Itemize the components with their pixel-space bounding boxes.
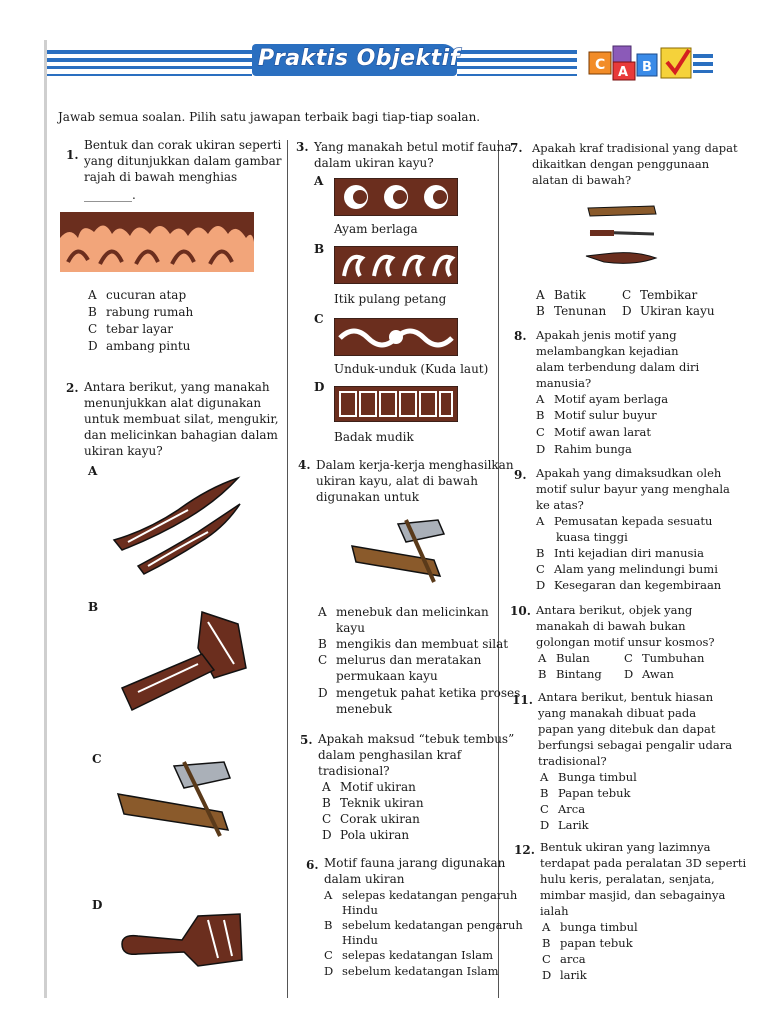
q4-line: ukiran kayu, alat di bawah: [316, 474, 478, 488]
question-number: 12.: [514, 843, 535, 857]
q8-option[interactable]: C Motif awan larat: [536, 425, 652, 439]
q11-option[interactable]: C Arca: [540, 802, 586, 816]
q1-blank: ________.: [84, 188, 136, 202]
q1-line: yang ditunjukkan dalam gambar: [84, 154, 282, 168]
q10-line: Antara berikut, objek yang: [536, 603, 693, 617]
q7-option[interactable]: A Batik: [536, 288, 586, 302]
q1-option[interactable]: D ambang pintu: [88, 339, 191, 353]
q7-line: alatan di bawah?: [532, 173, 632, 187]
wooden-mallet-image: [118, 608, 250, 718]
q10-option[interactable]: C Tumbuhan: [624, 651, 705, 665]
q7-option[interactable]: B Tenunan: [536, 304, 607, 318]
q1-option[interactable]: C tebar layar: [88, 322, 173, 336]
q6-line: dalam ukiran: [324, 872, 405, 886]
q2-line: menunjukkan alat digunakan: [84, 396, 262, 410]
question-number: 6.: [306, 858, 319, 872]
page-title: Praktis Objektif: [258, 46, 460, 71]
carved-panel-image: [60, 212, 254, 272]
q11-line: berfungsi sebagai pengalir udara: [538, 738, 733, 752]
q11-line: Antara berikut, bentuk hiasan: [538, 690, 714, 704]
q6-option[interactable]: C selepas kedatangan Islam: [324, 948, 494, 962]
q5-option[interactable]: B Teknik ukiran: [322, 796, 424, 810]
q6-option[interactable]: D sebelum kedatangan Islam: [324, 964, 499, 978]
q12-line: Bentuk ukiran yang lazimnya: [540, 840, 711, 854]
q2-line: Antara berikut, yang manakah: [84, 380, 270, 394]
q9-line: motif sulur bayur yang menghala: [536, 482, 730, 496]
q4-option[interactable]: D mengetuk pahat ketika proses: [318, 686, 521, 700]
q5-option[interactable]: C Corak ukiran: [322, 812, 420, 826]
hand-plane-image: [114, 758, 244, 842]
question-number: 1.: [66, 148, 79, 162]
q6-option[interactable]: A selepas kedatangan pengaruh: [324, 888, 518, 902]
q7-line: Apakah kraf tradisional yang dapat: [532, 141, 738, 155]
q11-option[interactable]: A Bunga timbul: [540, 770, 637, 784]
q11-option[interactable]: B Papan tebuk: [540, 786, 631, 800]
q5-option[interactable]: D Pola ukiran: [322, 828, 410, 842]
q4-option[interactable]: C melurus dan meratakan: [318, 653, 482, 667]
q9-option[interactable]: A Pemusatan kepada sesuatu: [536, 514, 713, 528]
question-number: 8.: [514, 329, 527, 343]
q5-line: tradisional?: [318, 764, 390, 778]
q12-option[interactable]: A bunga timbul: [542, 920, 638, 934]
q12-option[interactable]: B papan tebuk: [542, 936, 633, 950]
q12-option[interactable]: C arca: [542, 952, 586, 966]
q1-option[interactable]: A cucuran atap: [88, 288, 187, 302]
q2-option-label[interactable]: D: [92, 898, 103, 912]
q4-option-cont: permukaan kayu: [336, 669, 438, 683]
carved-chisel-image: [118, 910, 246, 974]
q8-option[interactable]: D Rahim bunga: [536, 442, 632, 456]
q4-line: Dalam kerja-kerja menghasilkan: [316, 458, 514, 472]
q2-option-label[interactable]: C: [92, 752, 102, 766]
motif-panel-image: [334, 246, 458, 284]
q3-caption: Badak mudik: [334, 430, 414, 444]
q6-line: Motif fauna jarang digunakan: [324, 856, 506, 870]
q4-line: digunakan untuk: [316, 490, 420, 504]
svg-text:B: B: [642, 60, 652, 75]
q8-option[interactable]: B Motif sulur buyur: [536, 408, 657, 422]
q4-option-cont: menebuk: [336, 702, 392, 716]
q12-line: hulu keris, peralatan, senjata,: [540, 872, 715, 886]
q11-line: tradisional?: [538, 754, 607, 768]
q3-option-label[interactable]: C: [314, 312, 324, 326]
q9-line: Apakah yang dimaksudkan oleh: [536, 466, 722, 480]
q2-option-label[interactable]: A: [88, 464, 98, 478]
q8-line: alam terbendung dalam diri: [536, 360, 700, 374]
q3-option-label[interactable]: D: [314, 380, 325, 394]
q2-line: ukiran kayu?: [84, 444, 163, 458]
q1-line: Bentuk dan corak ukiran seperti: [84, 138, 282, 152]
q10-line: manakah di bawah bukan: [536, 619, 686, 633]
q4-option[interactable]: A menebuk dan melicinkan: [318, 605, 489, 619]
question-number: 3.: [296, 140, 309, 154]
q1-line: rajah di bawah menghias: [84, 170, 238, 184]
q10-option[interactable]: D Awan: [624, 667, 674, 681]
q2-line: untuk membuat silat, mengukir,: [84, 412, 279, 426]
q5-line: dalam penghasilan kraf: [318, 748, 462, 762]
q6-option-cont: Hindu: [342, 933, 378, 947]
q8-line: Apakah jenis motif yang: [536, 328, 677, 342]
q4-option[interactable]: B mengikis dan membuat silat: [318, 637, 509, 651]
q8-line: melambangkan kejadian: [536, 344, 679, 358]
q11-line: yang manakah dibuat pada: [538, 706, 697, 720]
question-number: 2.: [66, 381, 79, 395]
instruction-text: Jawab semua soalan. Pilih satu jawapan terbaik bagi tiap-tiap soalan.: [58, 110, 481, 124]
q10-option[interactable]: B Bintang: [538, 667, 602, 681]
q7-option[interactable]: C Tembikar: [622, 288, 698, 302]
q7-option[interactable]: D Ukiran kayu: [622, 304, 715, 318]
q5-line: Apakah maksud “tebuk tembus”: [318, 732, 515, 746]
q7-line: dikaitkan dengan penggunaan: [532, 157, 710, 171]
question-number: 4.: [298, 458, 311, 472]
q12-line: ialah: [540, 904, 569, 918]
hand-plane-image: [350, 518, 454, 584]
carving-tools-image: [584, 202, 660, 268]
page-edge: [44, 40, 47, 998]
q3-caption: Itik pulang petang: [334, 292, 447, 306]
q11-option[interactable]: D Larik: [540, 818, 589, 832]
q9-option-cont: kuasa tinggi: [556, 530, 628, 544]
q3-line: Yang manakah betul motif fauna: [314, 140, 512, 154]
q6-option[interactable]: B sebelum kedatangan pengaruh: [324, 918, 523, 932]
q10-line: golongan motif unsur kosmos?: [536, 635, 715, 649]
header-banner: [47, 44, 715, 82]
svg-text:C: C: [595, 57, 606, 73]
question-number: 11.: [512, 693, 533, 707]
q3-option-label[interactable]: A: [314, 174, 324, 188]
q2-line: dan melicinkan bahagian dalam: [84, 428, 278, 442]
motif-panel-image: [334, 178, 458, 216]
q11-line: papan yang ditebuk dan dapat: [538, 722, 716, 736]
q2-option-label[interactable]: B: [88, 600, 99, 614]
q9-option[interactable]: B Inti kejadian diri manusia: [536, 546, 704, 560]
q12-line: terdapat pada peralatan 3D seperti: [540, 856, 747, 870]
q3-option-label[interactable]: B: [314, 242, 325, 256]
question-number: 7.: [510, 141, 523, 155]
svg-text:A: A: [618, 65, 629, 80]
carving-knives-image: [108, 470, 244, 580]
q10-option[interactable]: A Bulan: [538, 651, 590, 665]
q8-option[interactable]: A Motif ayam berlaga: [536, 392, 669, 406]
question-number: 10.: [510, 604, 531, 618]
abc-blocks-icon: [587, 44, 715, 82]
q3-caption: Unduk-unduk (Kuda laut): [334, 362, 489, 376]
q4-option-cont: kayu: [336, 621, 365, 635]
q1-option[interactable]: B rabung rumah: [88, 305, 194, 319]
q12-option[interactable]: D larik: [542, 968, 587, 982]
q3-caption: Ayam berlaga: [334, 222, 418, 236]
q8-line: manusia?: [536, 376, 592, 390]
column-divider: [287, 140, 288, 998]
q9-line: ke atas?: [536, 498, 584, 512]
q12-line: mimbar masjid, dan sebagainya: [540, 888, 726, 902]
question-number: 9.: [514, 468, 527, 482]
q6-option-cont: Hindu: [342, 903, 378, 917]
q5-option[interactable]: A Motif ukiran: [322, 780, 416, 794]
motif-panel-image: [334, 386, 458, 422]
question-number: 5.: [300, 733, 313, 747]
q9-option[interactable]: D Kesegaran dan kegembiraan: [536, 578, 722, 592]
q3-line: dalam ukiran kayu?: [314, 156, 434, 170]
motif-panel-image: [334, 318, 458, 356]
q9-option[interactable]: C Alam yang melindungi bumi: [536, 562, 718, 576]
